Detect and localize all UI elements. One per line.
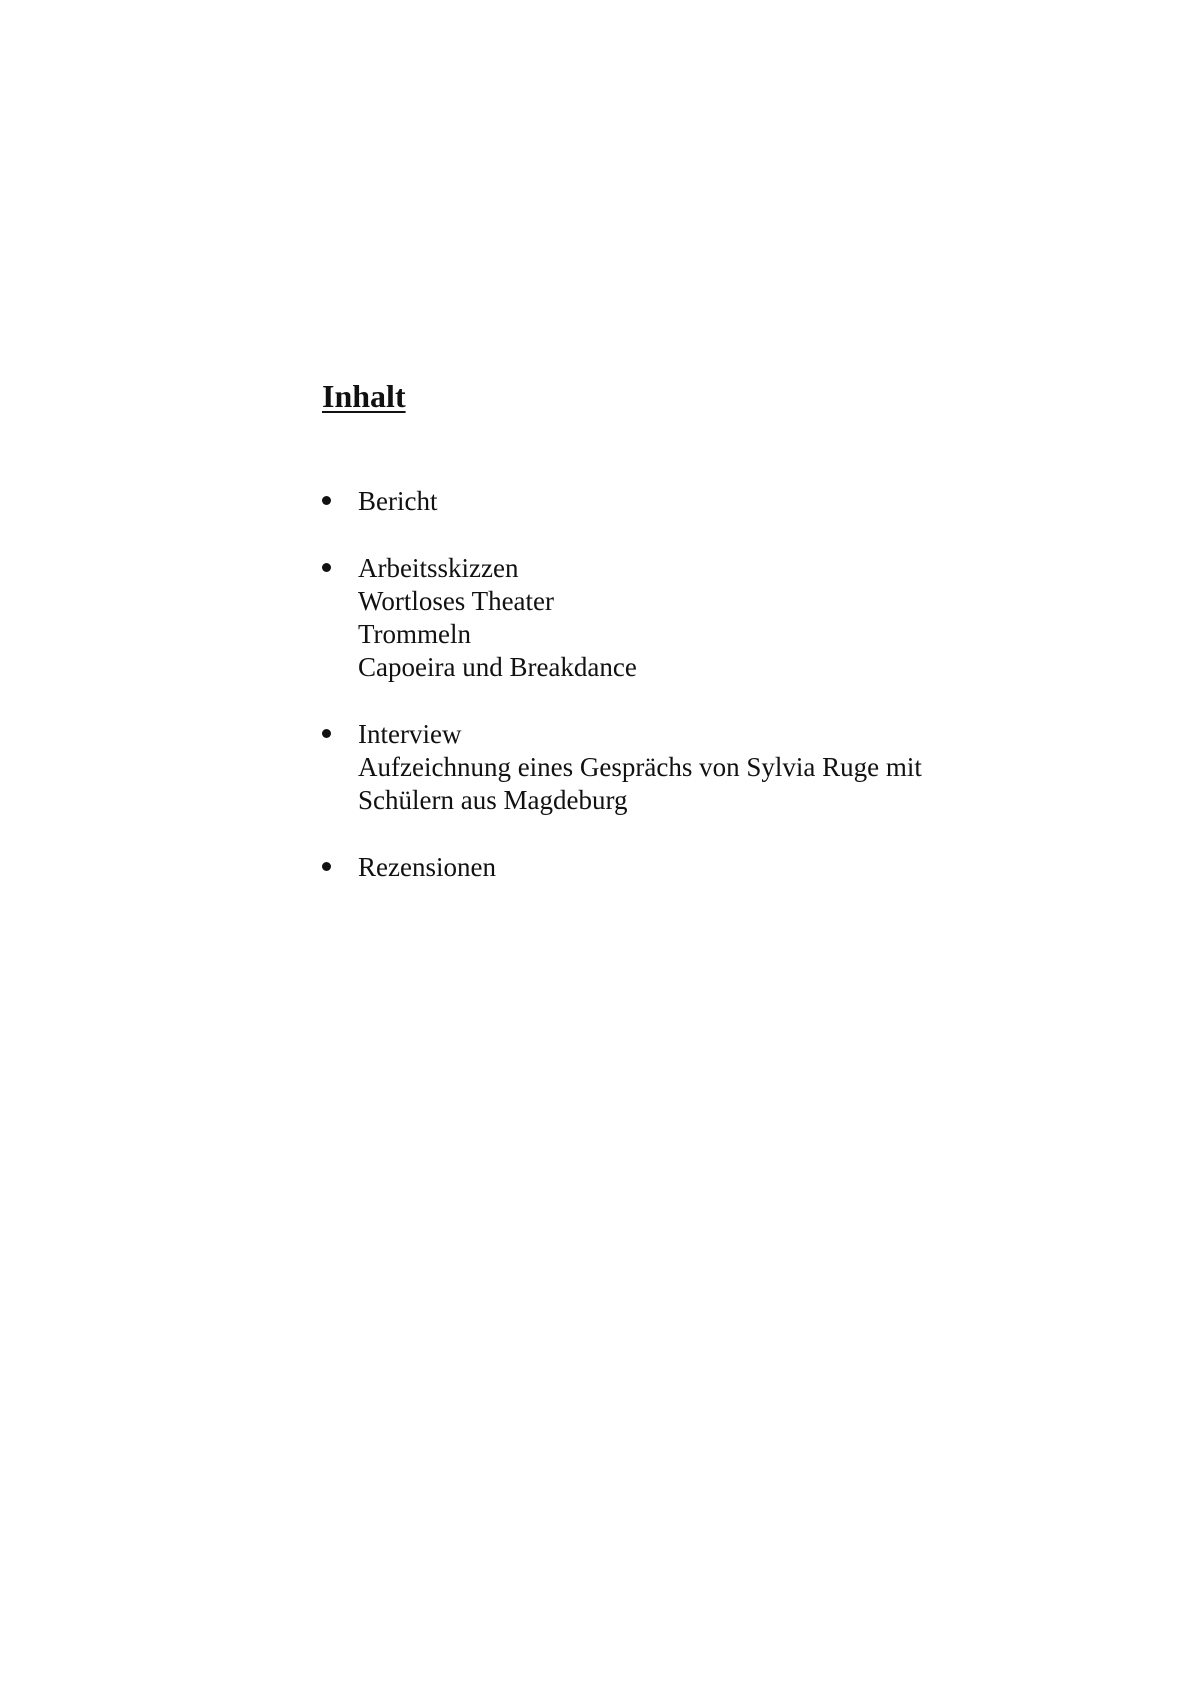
contents-list bbox=[322, 485, 1062, 918]
contents-subitem: Trommeln bbox=[358, 619, 472, 649]
contents-item-rezensionen bbox=[322, 851, 1062, 884]
contents-item-bericht bbox=[322, 485, 1062, 518]
bullet-icon bbox=[322, 496, 331, 505]
bullet-icon bbox=[322, 563, 331, 572]
bullet-icon bbox=[322, 729, 331, 738]
contents-item-description: Aufzeichnung eines Gesprächs von Sylvia Ruge mit bbox=[358, 752, 922, 782]
contents-subitem: Capoeira und Breakdance bbox=[358, 652, 637, 682]
contents-item-arbeitsskizzen bbox=[322, 552, 1062, 684]
contents-item-title: Bericht bbox=[358, 486, 438, 516]
contents-item-title: Arbeitsskizzen bbox=[358, 553, 519, 583]
bullet-icon bbox=[322, 862, 331, 871]
contents-item-title: Interview bbox=[358, 719, 462, 749]
contents-subitem: Wortloses Theater bbox=[358, 586, 555, 616]
contents-item-title: Rezensionen bbox=[358, 852, 496, 882]
contents-item-interview bbox=[322, 718, 1062, 817]
contents-heading: Inhalt bbox=[322, 378, 406, 414]
contents-item-description: Schülern aus Magdeburg bbox=[358, 785, 628, 815]
